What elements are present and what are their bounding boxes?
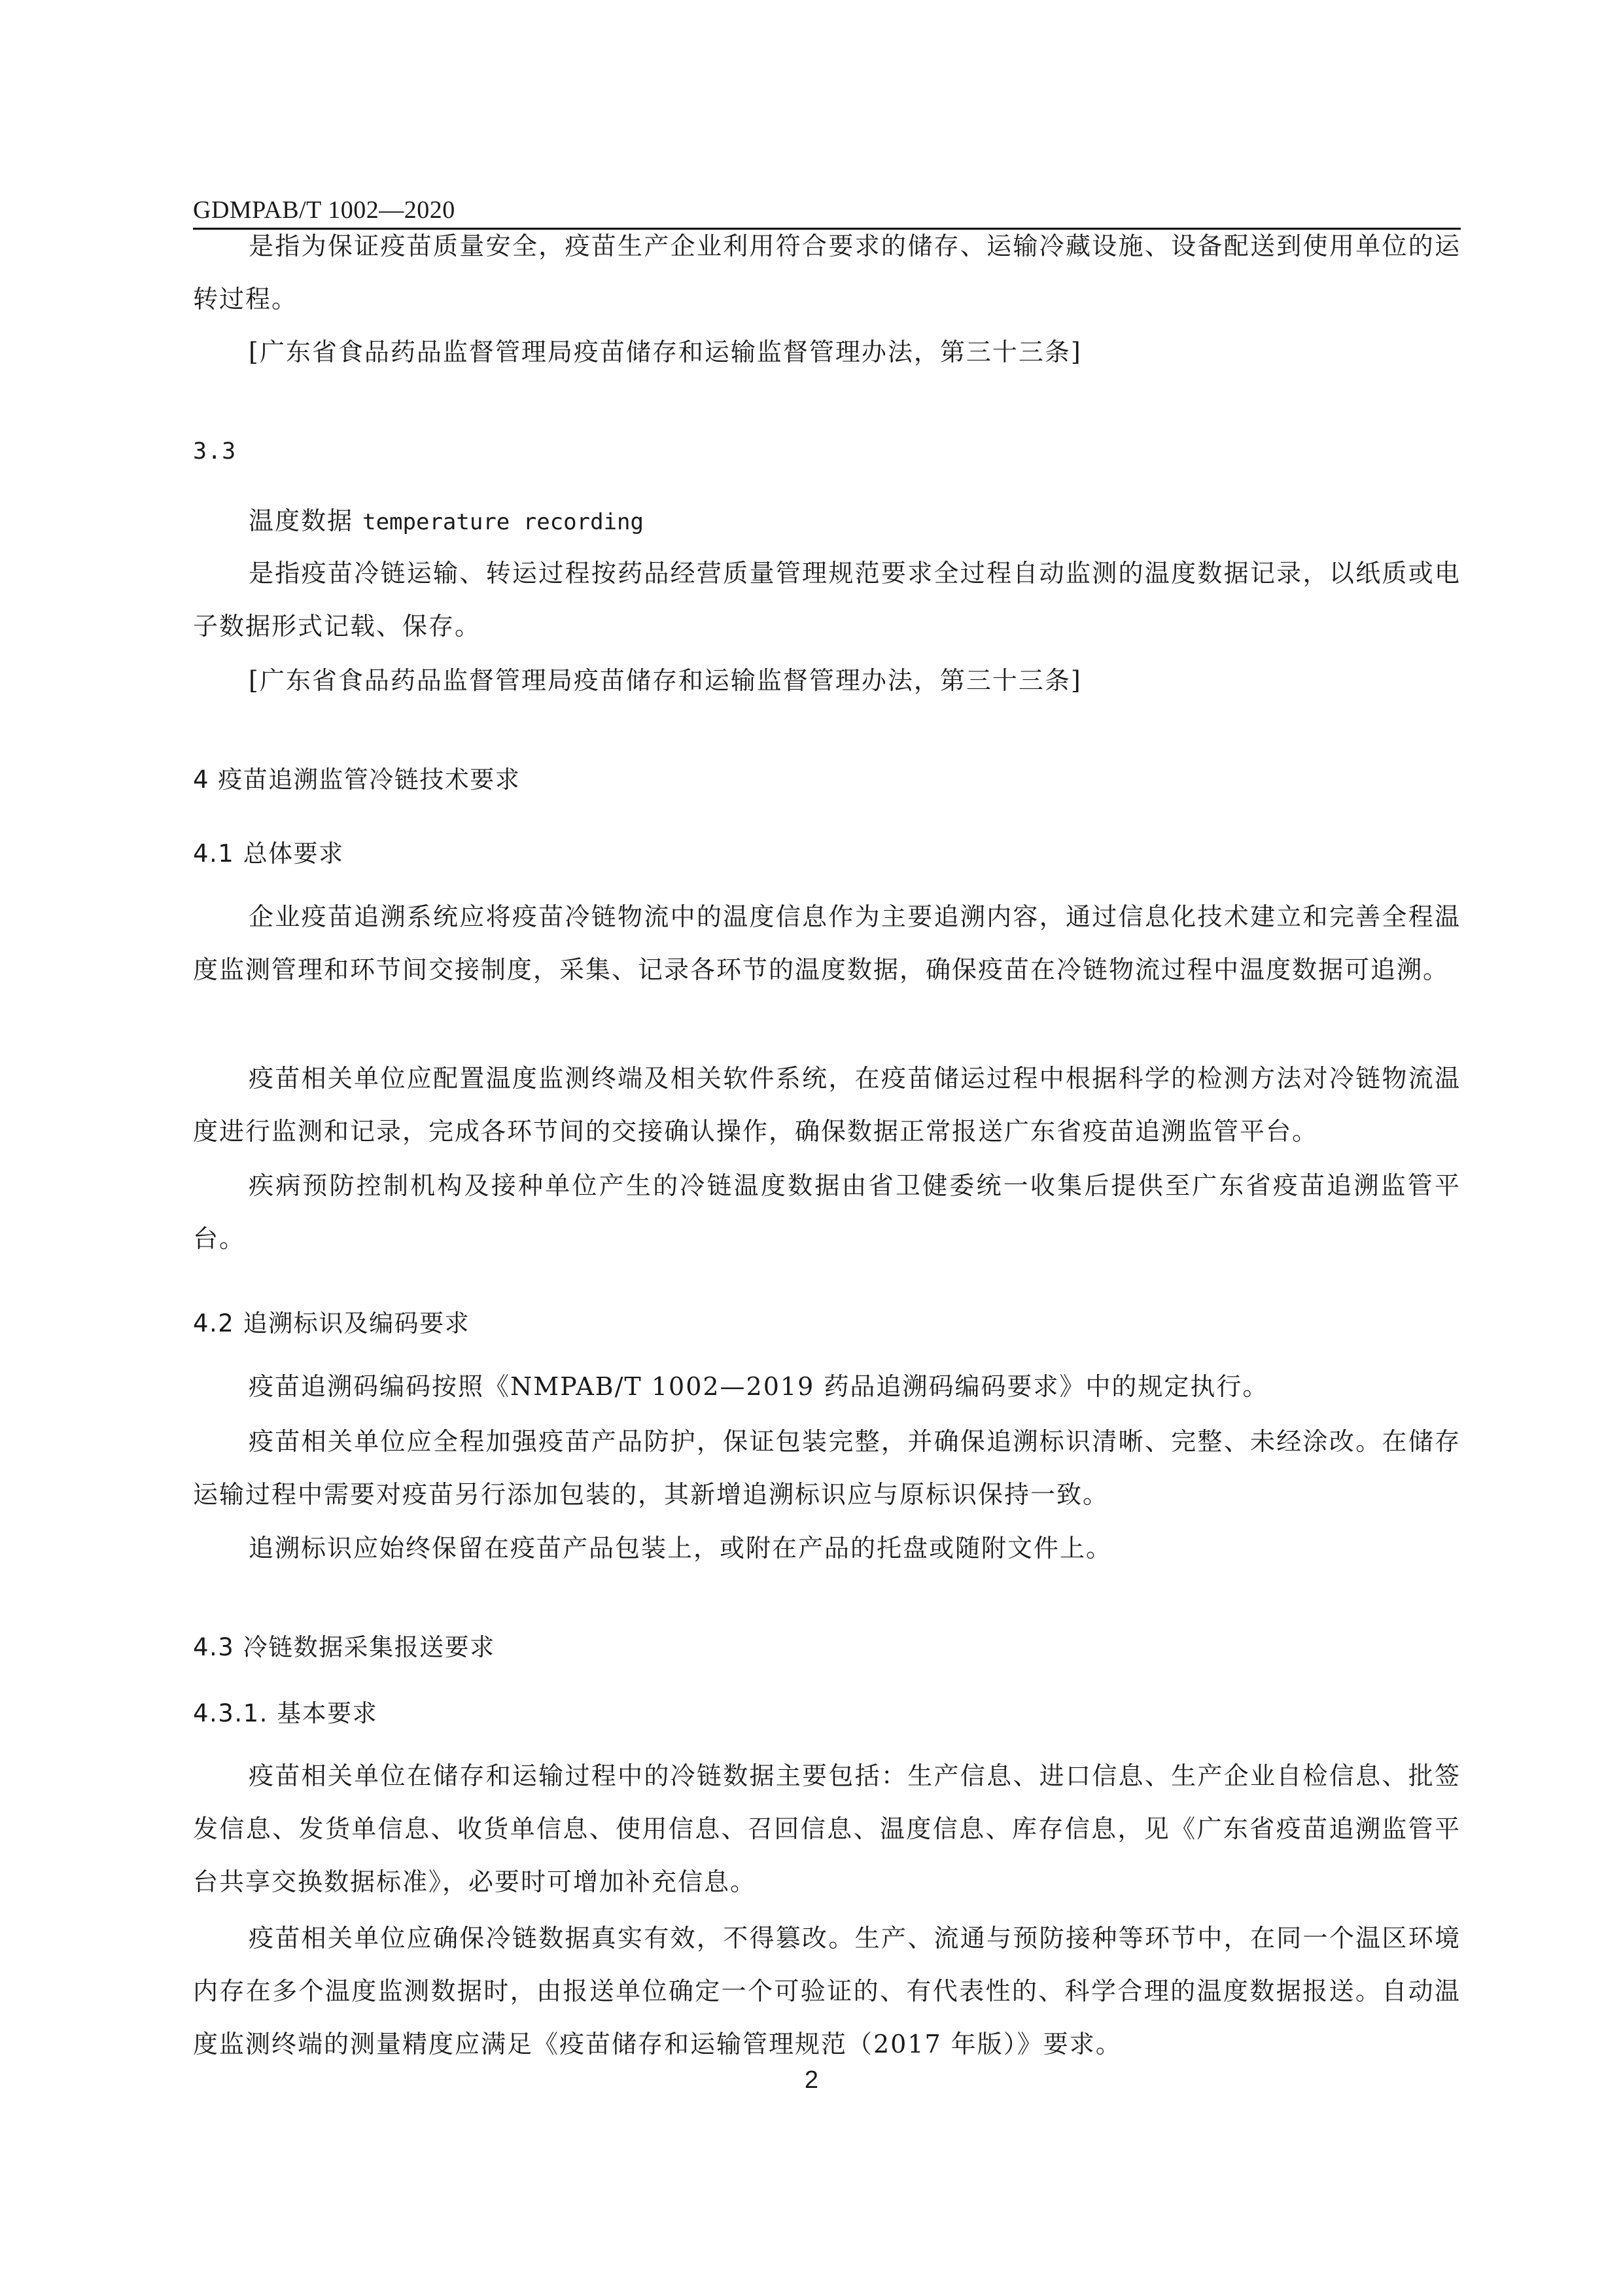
source-citation: [广东省食品药品监督管理局疫苗储存和运输监督管理办法，第三十三条] bbox=[249, 666, 1082, 695]
term-heading bbox=[249, 495, 1461, 549]
body-paragraph: 疫苗追溯码编码按照《NMPAB/T 1002—2019 药品追溯码编码要求》中的规定执行。 bbox=[249, 1372, 1269, 1401]
definition-paragraph: 是指疫苗冷链运输、转运过程按药品经营质量管理规范要求全过程自动监测的温度数据记录，以纸质或电子数据形式记载、保存。 bbox=[193, 559, 1461, 641]
subsubsection-heading: 4.3.1. 基本要求 bbox=[193, 1699, 378, 1727]
subsection-heading: 4.3 冷链数据采集报送要求 bbox=[193, 1633, 495, 1661]
body-paragraph: 疫苗相关单位在储存和运输过程中的冷链数据主要包括：生产信息、进口信息、生产企业自检信息、批签发信息、发货单信息、收货单信息、使用信息、召回信息、温度信息、库存信息，见《广东省疫苗追溯监管平台共享交换数据标准》，必要时可增加补充信息。 bbox=[193, 1761, 1461, 1896]
definition-paragraph: 是指为保证疫苗质量安全，疫苗生产企业利用符合要求的储存、运输冷藏设施、设备配送到使用单位的运转过程。 bbox=[193, 232, 1461, 313]
subsection-heading: 4.2 追溯标识及编码要求 bbox=[193, 1309, 470, 1337]
term-english: temperature recording bbox=[362, 509, 644, 535]
term-chinese: 温度数据 bbox=[249, 506, 354, 535]
body-paragraph: 疫苗相关单位应确保冷链数据真实有效，不得篡改。生产、流通与预防接种等环节中，在同一个温区环境内存在多个温度监测数据时，由报送单位确定一个可验证的、有代表性的、科学合理的温度数据报送。自动温度监测终端的测量精度应满足《疫苗储存和运输管理规范（2017 年版）》要求。 bbox=[193, 1924, 1461, 2058]
body-paragraph: 企业疫苗追溯系统应将疫苗冷链物流中的温度信息作为主要追溯内容，通过信息化技术建立和完善全程温度监测管理和环节间交接制度，采集、记录各环节的温度数据，确保疫苗在冷链物流过程中温度数据可追溯。 bbox=[193, 902, 1461, 984]
body-paragraph: 疫苗相关单位应配置温度监测终端及相关软件系统，在疫苗储运过程中根据科学的检测方法对冷链物流温度进行监测和记录，完成各环节间的交接确认操作，确保数据正常报送广东省疫苗追溯监管平台。 bbox=[193, 1064, 1461, 1146]
subsection-heading: 4.1 总体要求 bbox=[193, 839, 344, 868]
body-paragraph: 追溯标识应始终保留在疫苗产品包装上，或附在产品的托盘或随附文件上。 bbox=[249, 1534, 1113, 1563]
page-number: 2 bbox=[804, 2066, 819, 2094]
section-heading: 4 疫苗追溯监管冷链技术要求 bbox=[193, 766, 521, 794]
source-citation: [广东省食品药品监督管理局疫苗储存和运输监督管理办法，第三十三条] bbox=[249, 338, 1082, 366]
clause-number: 3.3 bbox=[193, 438, 237, 465]
body-paragraph: 疾病预防控制机构及接种单位产生的冷链温度数据由省卫健委统一收集后提供至广东省疫苗追溯监管平台。 bbox=[193, 1171, 1461, 1253]
body-paragraph: 疫苗相关单位应全程加强疫苗产品防护，保证包装完整，并确保追溯标识清晰、完整、未经涂改。在储存运输过程中需要对疫苗另行添加包装的，其新增追溯标识应与原标识保持一致。 bbox=[193, 1427, 1461, 1509]
document-code: GDMPAB/T 1002—2020 bbox=[193, 196, 455, 224]
